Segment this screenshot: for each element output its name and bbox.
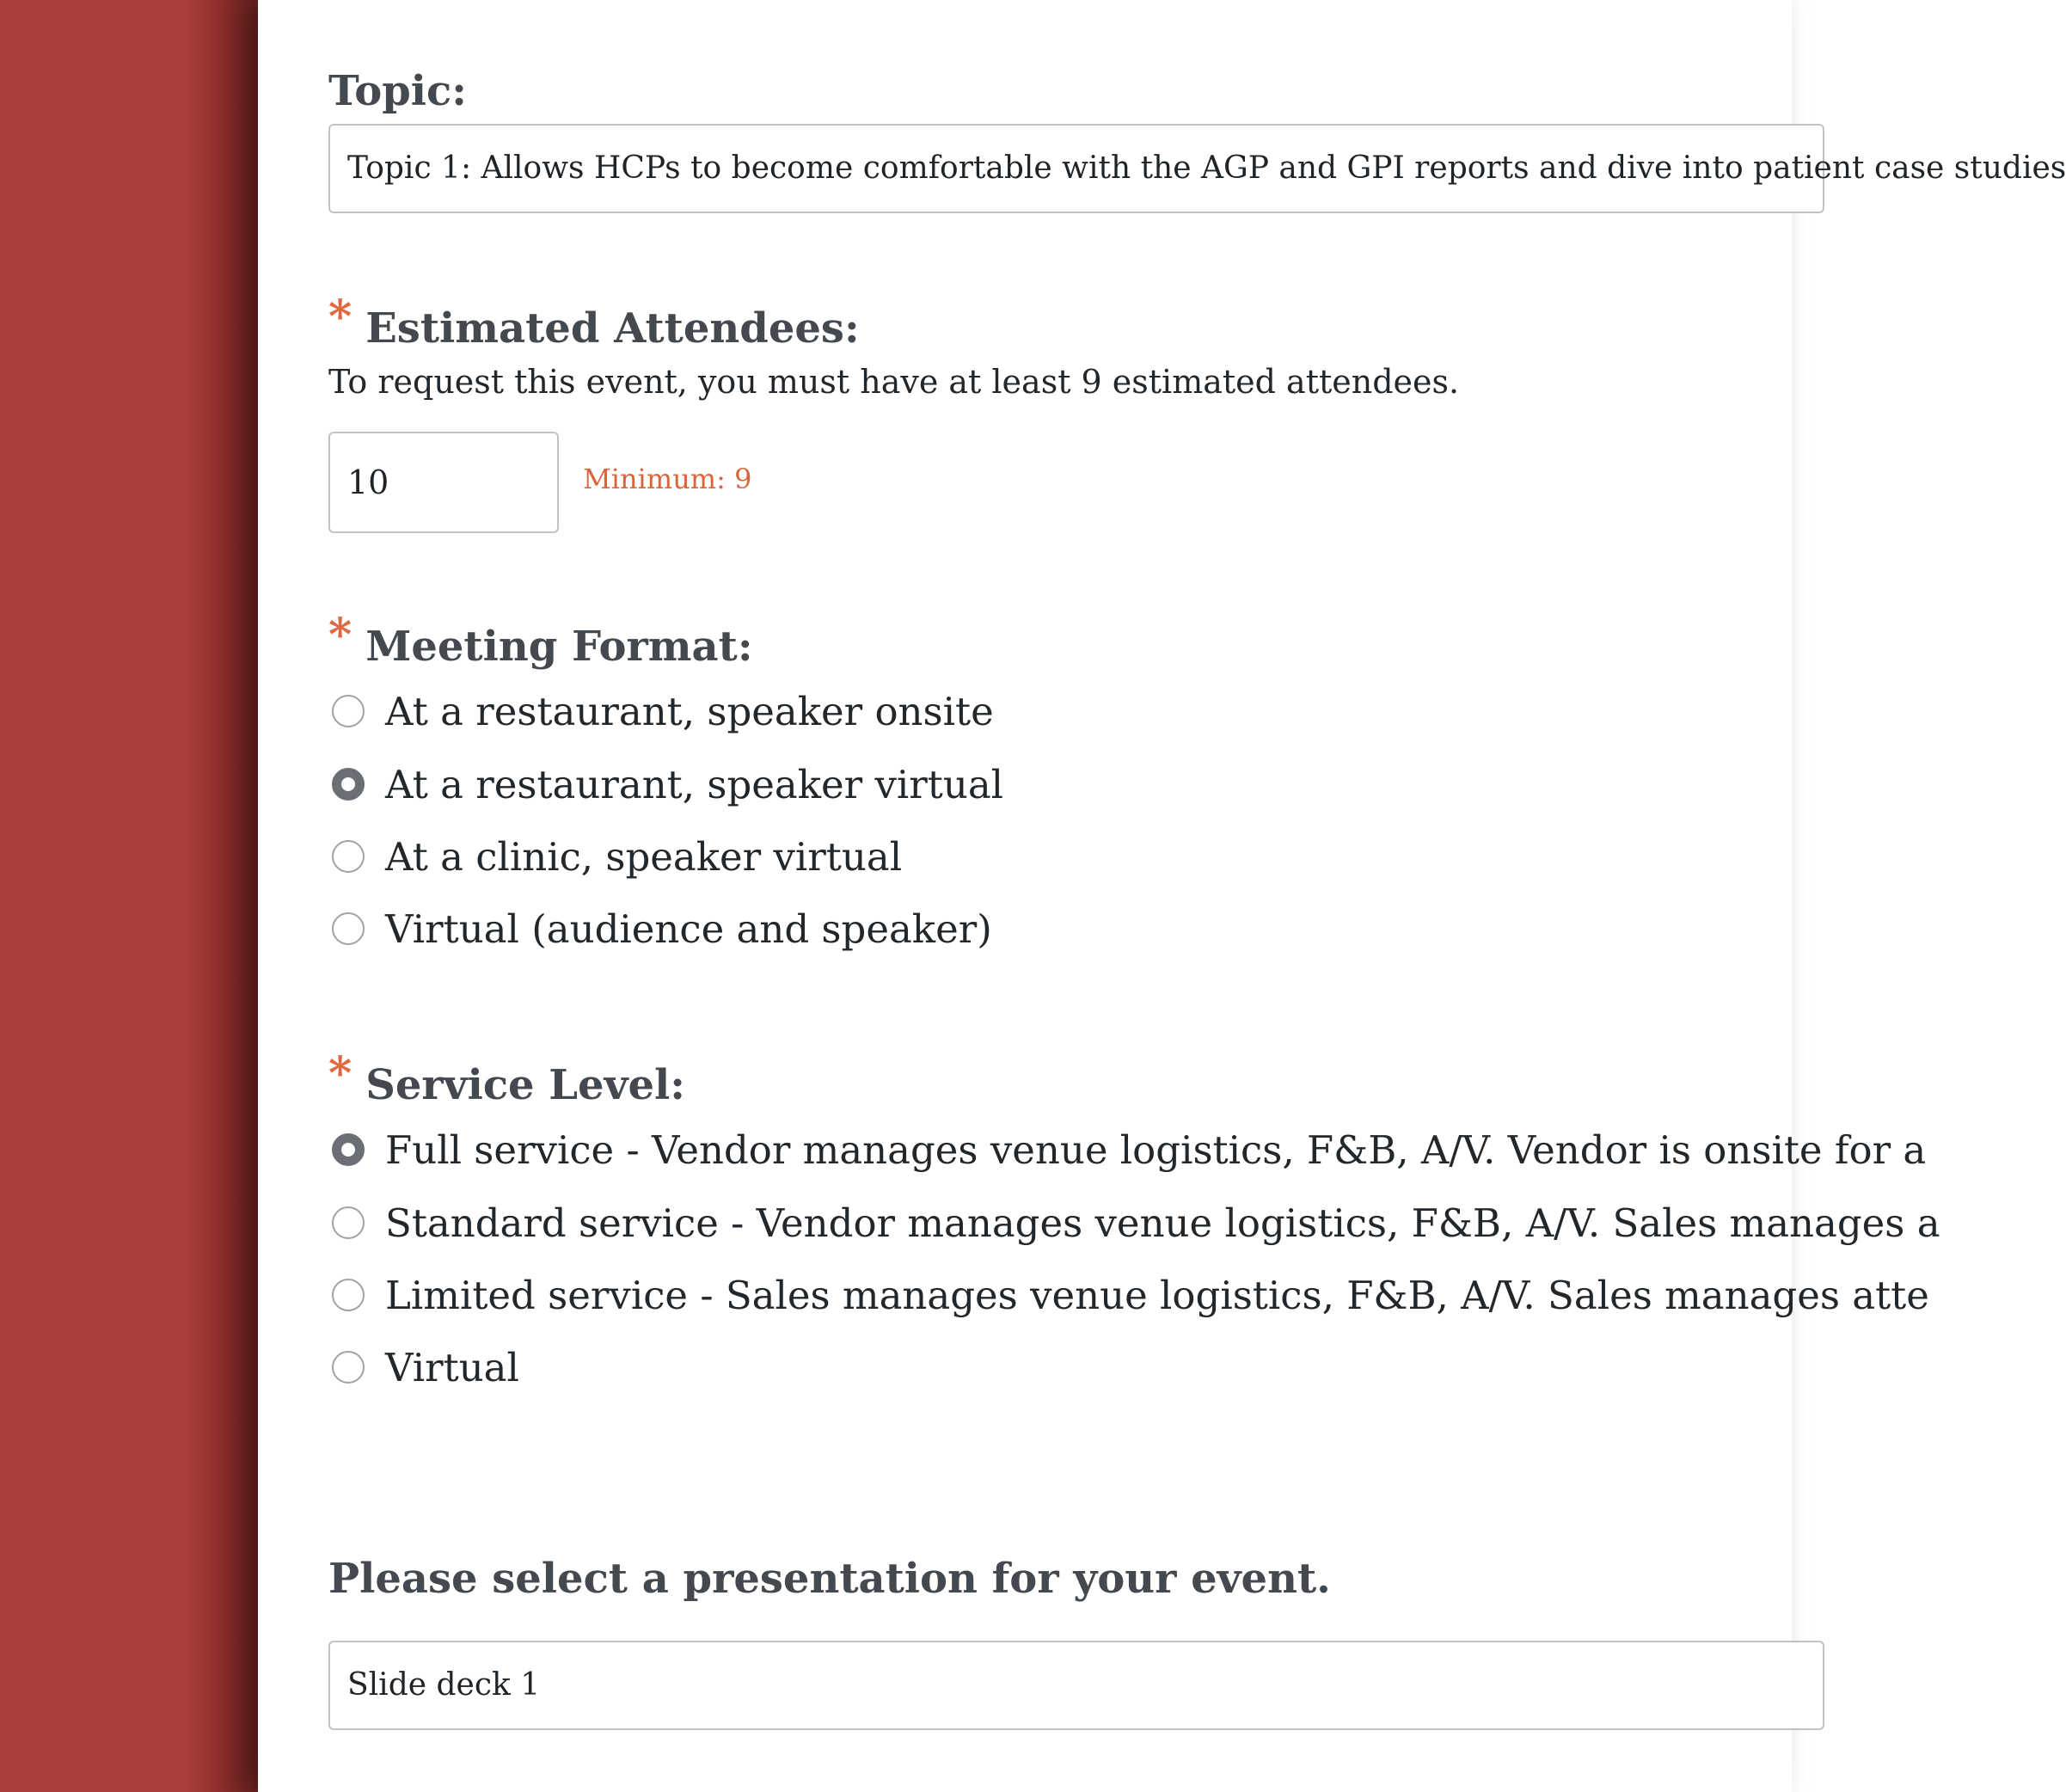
service-level-option-1[interactable]: [332, 1195, 1940, 1250]
service-level-option-0[interactable]: [332, 1122, 1926, 1177]
presentation-label: Please select a presentation for your event.: [328, 1555, 1331, 1603]
service-level-heading: [328, 1047, 685, 1110]
sidebar-panel: [0, 0, 258, 1792]
form-content: [328, 0, 2066, 1792]
radio-label: Virtual (audience and speaker): [385, 905, 992, 952]
required-asterisk: *: [328, 1047, 353, 1100]
radio-button[interactable]: [332, 1279, 365, 1311]
radio-button[interactable]: [332, 840, 365, 873]
topic-field[interactable]: Topic 1: Allows HCPs to become comfortable with the AGP and GPI reports and dive into patient case studies: [328, 124, 1824, 213]
attendees-input[interactable]: 10: [328, 432, 559, 533]
radio-button[interactable]: [332, 1206, 365, 1239]
attendees-label: Estimated Attendees:: [365, 304, 860, 353]
required-asterisk: *: [328, 291, 353, 343]
service-level-label: Service Level:: [365, 1061, 685, 1109]
form-panel: [258, 0, 2066, 1792]
meeting-format-label: Meeting Format:: [365, 623, 753, 671]
meeting-format-option-0[interactable]: [332, 684, 994, 739]
radio-label: At a clinic, speaker virtual: [385, 833, 903, 880]
radio-label: At a restaurant, speaker onsite: [385, 688, 994, 734]
meeting-format-option-1[interactable]: [332, 757, 1003, 812]
radio-button[interactable]: [332, 1133, 365, 1166]
radio-button[interactable]: [332, 768, 365, 801]
meeting-format-option-2[interactable]: [332, 829, 902, 884]
meeting-format-option-3[interactable]: [332, 901, 992, 956]
attendees-heading: [328, 291, 860, 353]
radio-label: Limited service - Sales manages venue logistics, F&B, A/V. Sales manages atte: [385, 1272, 1929, 1318]
radio-label: At a restaurant, speaker virtual: [385, 761, 1004, 807]
required-asterisk: *: [328, 609, 353, 661]
radio-button[interactable]: [332, 1351, 365, 1384]
radio-label: Virtual: [385, 1344, 519, 1390]
topic-label: Topic:: [328, 67, 467, 115]
radio-button[interactable]: [332, 695, 365, 727]
presentation-select[interactable]: Slide deck 1: [328, 1641, 1824, 1730]
meeting-format-heading: [328, 609, 753, 672]
attendees-help-text: To request this event, you must have at least 9 estimated attendees.: [328, 363, 1460, 401]
radio-label: Full service - Vendor manages venue logistics, F&B, A/V. Vendor is onsite for a: [385, 1126, 1927, 1173]
service-level-option-3[interactable]: [332, 1340, 519, 1395]
attendees-minimum-note: Minimum: 9: [583, 463, 752, 495]
radio-button[interactable]: [332, 912, 365, 945]
radio-label: Standard service - Vendor manages venue logistics, F&B, A/V. Sales manages a: [385, 1200, 1940, 1246]
service-level-option-2[interactable]: [332, 1267, 1929, 1323]
